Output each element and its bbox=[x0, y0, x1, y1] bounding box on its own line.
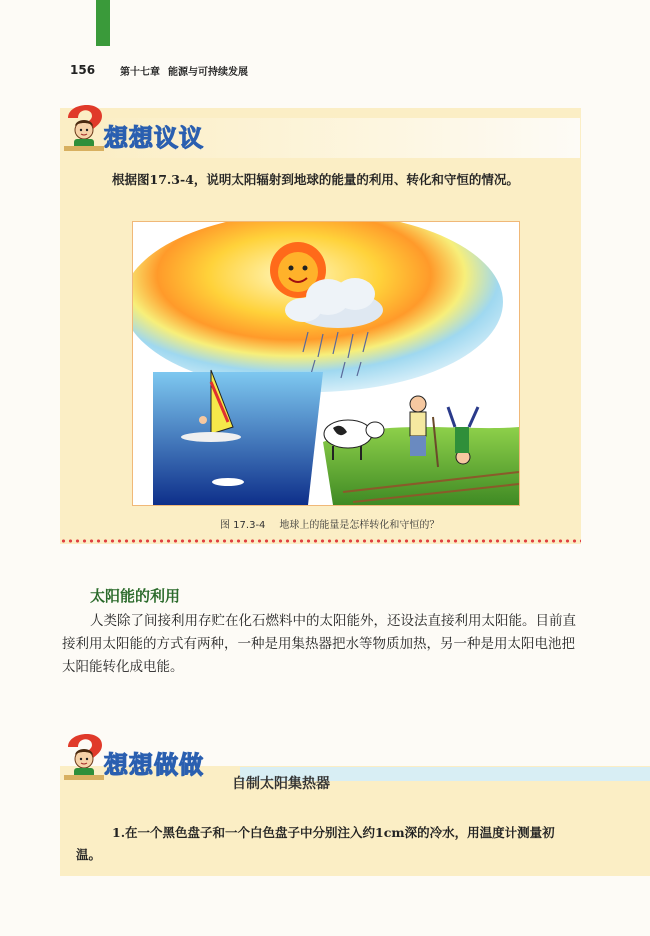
page-number: 156 bbox=[70, 63, 96, 77]
think-title: 想想议议 bbox=[104, 124, 204, 152]
section-heading: 太阳能的利用 bbox=[90, 587, 181, 605]
think-prompt: 根据图17.3-4，说明太阳辐射到地球的能量的利用、转化和守恒的情况。 bbox=[112, 172, 519, 187]
chapter-title: 能源与可持续发展 bbox=[168, 66, 248, 78]
activity-step-1: 1.在一个黑色盘子和一个白色盘子中分别注入约1cm深的冷水，用温度计测量初温。 bbox=[76, 825, 555, 862]
dotted-divider bbox=[60, 538, 581, 544]
chapter-label: 第十七章 bbox=[120, 66, 160, 78]
figure-caption bbox=[220, 516, 453, 531]
activity-subtitle: 自制太阳集热器 bbox=[232, 776, 330, 792]
page-header bbox=[70, 62, 256, 78]
chapter-info bbox=[120, 63, 256, 78]
figure-caption-text: 地球上的能量是怎样转化和守恒的？ bbox=[279, 520, 440, 531]
swimmer-icon bbox=[212, 478, 244, 486]
think-do-title: 想想做做 bbox=[104, 751, 204, 779]
green-tab-bar bbox=[96, 0, 110, 46]
energy-illustration bbox=[133, 222, 519, 505]
section-body: 人类除了间接利用存贮在化石燃料中的太阳能外，还设法直接利用太阳能。目前直接利用太阳能的方式有两种，一种是用集热器把水等物质加热，另一种是用太阳电池把太阳能转化成电能。 bbox=[62, 613, 576, 675]
figure-number: 图 17.3-4 bbox=[220, 520, 266, 531]
energy-figure bbox=[132, 221, 520, 506]
